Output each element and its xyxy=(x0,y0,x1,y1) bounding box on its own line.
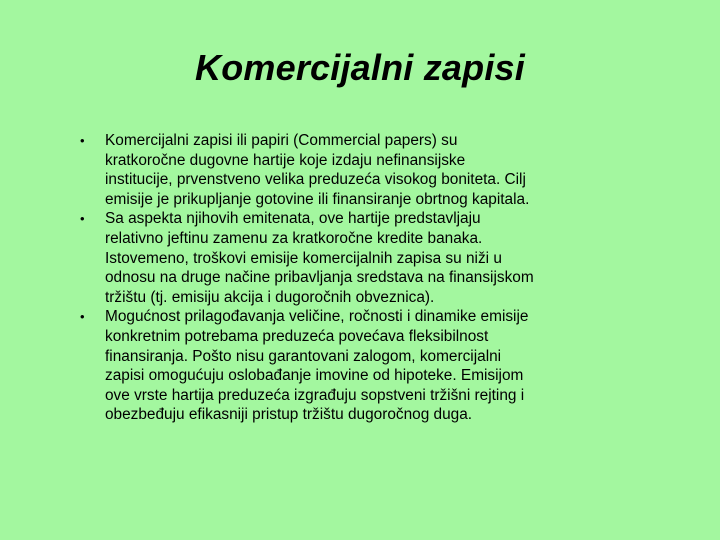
bullet-line: emisije je prikupljanje gotovine ili finansiranje obrtnog kapitala. xyxy=(105,190,530,208)
bullet-line: kratkoročne dugovne hartije koje izdaju nefinansijske xyxy=(105,151,466,169)
bullet-item xyxy=(80,131,655,209)
bullet-line: ove vrste hartija preduzeća izgrađuju sopstveni tržišni rejting i xyxy=(105,386,525,404)
bullet-icon: • xyxy=(80,211,85,227)
bullet-line: zapisi omogućuju oslobađanje imovine od hipoteke. Emisijom xyxy=(105,367,524,385)
bullet-line: Sa aspekta njihovih emitenata, ove hartije predstavljaju xyxy=(105,210,481,228)
bullet-list xyxy=(80,131,655,425)
bullet-line: institucije, prvenstveno velika preduzeća visokog boniteta. Cilj xyxy=(105,171,526,189)
bullet-text xyxy=(105,209,655,307)
bullet-line: Mogućnost prilagođavanja veličine, ročnosti i dinamike emisije xyxy=(105,308,529,326)
bullet-line: odnosu na druge načine pribavljanja sredstava na finansijskom xyxy=(105,269,534,287)
bullet-text xyxy=(105,131,655,209)
bullet-icon: • xyxy=(80,309,85,325)
bullet-line: Komercijalni zapisi ili papiri (Commercial papers) su xyxy=(105,132,458,149)
bullet-line: tržištu (tj. emisiju akcija i dugoročnih obveznica). xyxy=(105,288,435,306)
bullet-line: konkretnim potrebama preduzeća povećava fleksibilnost xyxy=(105,327,489,345)
bullet-line: obezbeđuju efikasniji pristup tržištu dugoročnog duga. xyxy=(105,406,473,424)
slide-title: Komercijalni zapisi xyxy=(195,47,525,88)
bullet-line: Istovemeno, troškovi emisije komercijalnih zapisa su niži u xyxy=(105,249,502,267)
bullet-icon: • xyxy=(80,133,85,148)
bullet-text xyxy=(105,307,655,425)
bullet-line: relativno jeftinu zamenu za kratkoročne kredite banaka. xyxy=(105,229,483,247)
bullet-item xyxy=(80,307,655,425)
bullet-line: finansiranja. Pošto nisu garantovani zalogom, komercijalni xyxy=(105,347,502,365)
bullet-item xyxy=(80,209,655,307)
